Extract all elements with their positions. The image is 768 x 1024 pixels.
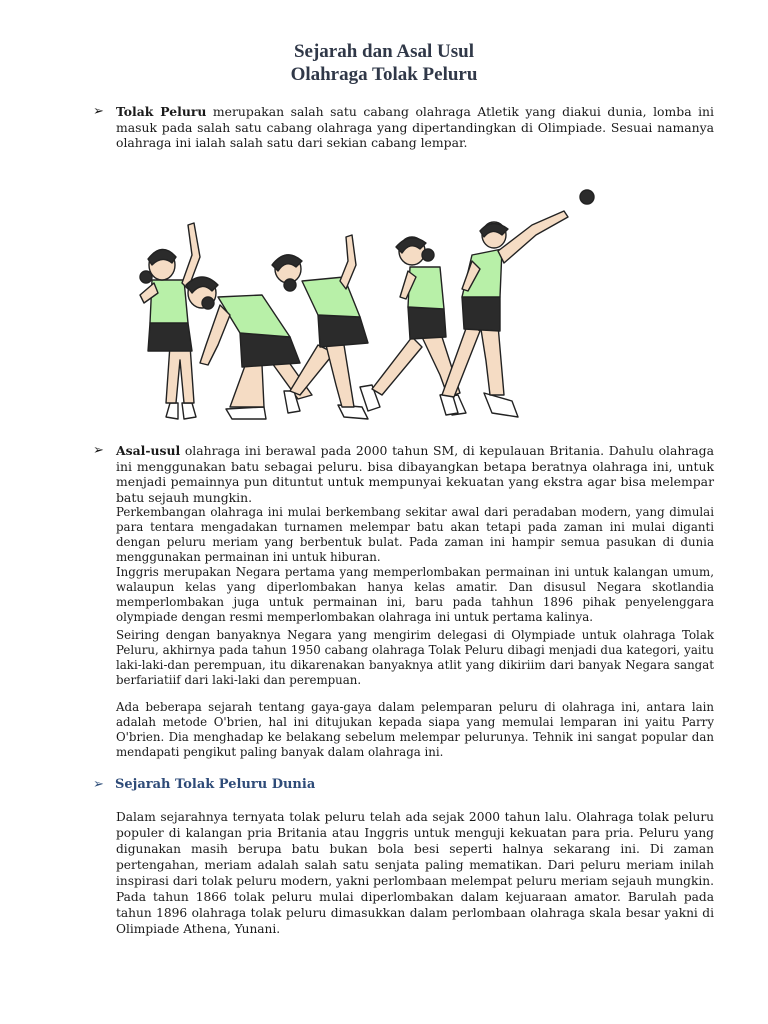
intro-paragraph	[116, 104, 714, 151]
athlete-5	[440, 190, 594, 417]
bullet-arrow-icon: ➢	[93, 443, 104, 458]
body-paragraph-3: Seiring dengan banyaknya Negara yang mengirim delegasi di Olympiade untuk olahraga Tolak Peluru, akhirnya pada tahun 1950 cabang olahraga Tolak Peluru dibagi menjadi dua kategori, yaitu laki-laki-dan perempuan, itu dikarenakan banyaknya atlit yang dikiriim dari banyak Negara sangat berfariatiif dari laki-laki dan perempuan.	[116, 628, 714, 687]
body-paragraph-2: Inggris merupakan Negara pertama yang memperlombakan permainan ini untuk kalangan umum, walaupun kelas yang diperlombakan hanya kelas amatir. Dan disusul Negara skotlandia memperlombakan juga untuk permainan ini, baru pada tahhun 1896 pihak penyelenggara olympiade dengan resmi memperlombakan olahraga ini untuk pertama kalinya.	[116, 565, 714, 624]
shot-put-illustration	[122, 185, 602, 430]
origin-paragraph	[116, 443, 714, 505]
origin-text: olahraga ini berawal pada 2000 tahun SM, di kepulauan Britania. Dahulu olahraga ini menggunakan batu sebagai peluru. bisa dibayangkan betapa beratnya olahraga ini, untuk menjadi pemainnya pun dituntut untuk mempunyai kekuatan yang ekstra agar bisa melempar batu sejauh mungkin.	[116, 443, 714, 505]
body-paragraph-4: Ada beberapa sejarah tentang gaya-gaya dalam pelemparan peluru di olahraga ini, antara lain adalah metode O'brien, hal ini ditujukan kepada siapa yang memulai lemparan ini yaitu Parry O'brien. Dia menghadap ke belakang sebelum melempar pelurunya. Tehnik ini sangat popular dan mendapati pengikut paling banyak dalam olahraga ini.	[116, 700, 714, 759]
page-title-line-2: Olahraga Tolak Peluru	[290, 64, 478, 85]
athlete-1	[140, 223, 200, 419]
origin-lead: Asal-usul	[116, 443, 181, 458]
shot-put-athletes-sequence-icon	[140, 190, 594, 419]
bullet-arrow-icon: ➢	[93, 777, 104, 792]
world-history-paragraph: Dalam sejarahnya ternyata tolak peluru telah ada sejak 2000 tahun lalu. Olahraga tolak peluru populer di kalangan pria Britania atau Inggris untuk menguji kekuatan para pria. Peluru yang digunakan masih berupa batu bukan bola besi seperti halnya sekarang ini. Di zaman pertengahan, meriam adalah salah satu senjata paling mematikan. Dari peluru meriam inilah inspirasi dari tolak peluru modern, yakni perlombaan melempat peluru meriam sejauh mungkin. Pada tahun 1866 tolak peluru mulai diperlombakan dalam kejuaraan amator. Barulah pada tahun 1896 olahraga tolak peluru dimasukkan dalam perlombaan olahraga skala besar yakni di Olimpiade Athena, Yunani.	[116, 810, 714, 936]
section-heading-world-history: Sejarah Tolak Peluru Dunia	[115, 777, 316, 792]
athlete-3	[272, 235, 368, 419]
intro-text: merupakan salah satu cabang olahraga Atletik yang diakui dunia, lomba ini masuk pada salah satu cabang olahraga yang dipertandingkan di Olimpiade. Sesuai namanya olahraga ini ialah salah satu dari sekian cabang lempar.	[116, 104, 714, 150]
intro-lead: Tolak Peluru	[116, 104, 207, 119]
body-paragraph-1: Perkembangan olahraga ini mulai berkembang sekitar awal dari peradaban modern, yang dimulai para tentara mengadakan turnamen melempar batu akan tetapi pada zaman ini mulai diganti dengan peluru meriam yang berbentuk bulat. Pada zaman ini hampir semua pasukan di dunia menggunakan permainan ini untuk hiburan.	[116, 505, 714, 564]
bullet-arrow-icon: ➢	[93, 104, 104, 119]
page-title-line-1: Sejarah dan Asal Usul	[293, 41, 475, 62]
